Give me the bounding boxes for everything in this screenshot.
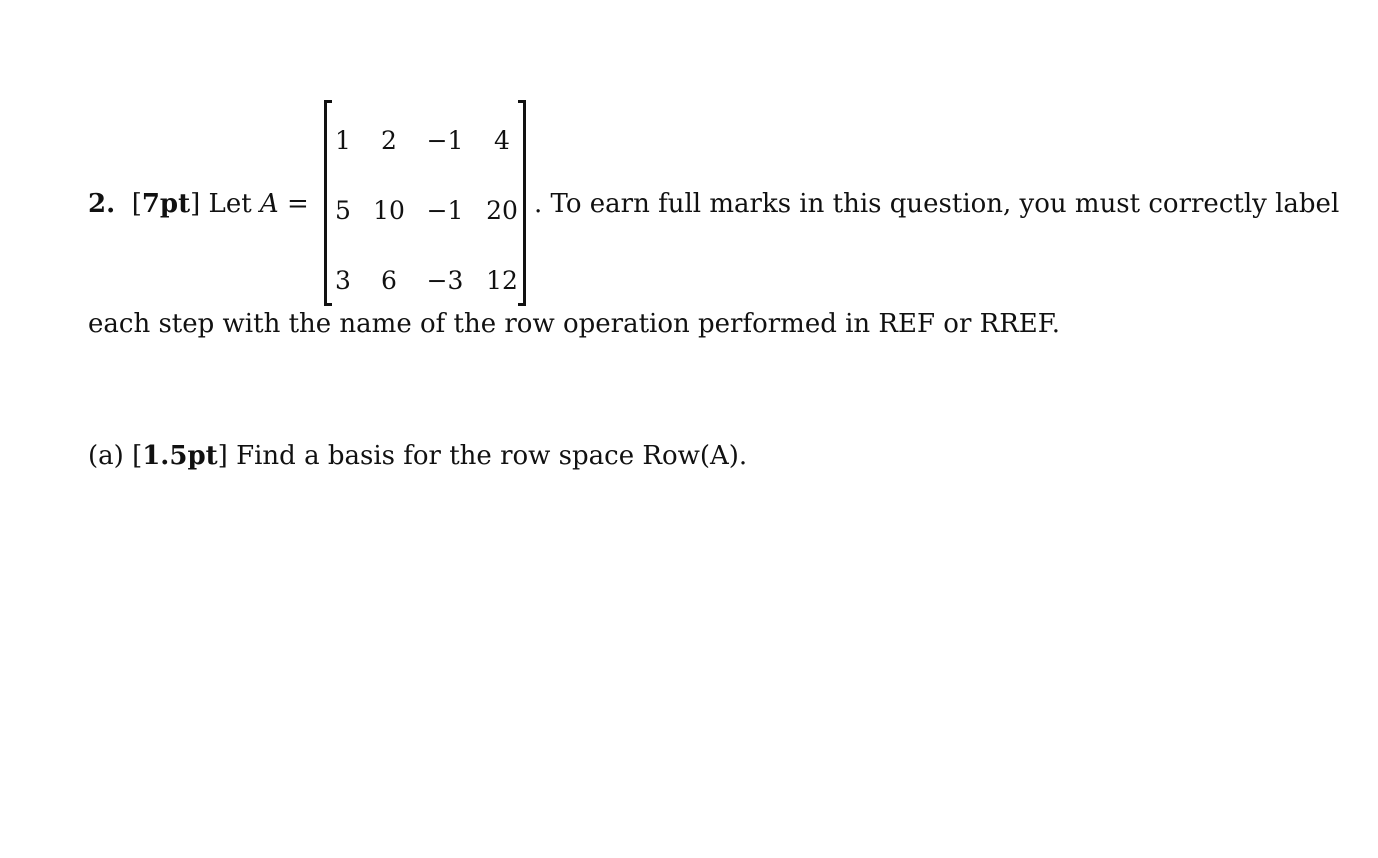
matrix-cell-r1c1: 1 [335, 126, 351, 155]
let-text: Let [208, 189, 252, 219]
part-a-text: Find a basis for the row space Row(A). [236, 441, 748, 471]
matrix-cell-r3c4: 12 [486, 266, 518, 295]
part-a [88, 440, 747, 472]
matrix-cell-r3c3: −3 [426, 266, 464, 295]
matrix-cell-r2c3: −1 [426, 196, 464, 225]
question-points: 7pt [141, 189, 191, 219]
equals-sign: = [286, 189, 309, 219]
part-a-points-open: [ [132, 441, 143, 471]
matrix-cell-r2c1: 5 [335, 196, 351, 225]
matrix-cell-r3c1: 3 [335, 266, 351, 295]
matrix-cell-r3c2: 6 [381, 266, 397, 295]
matrix-cell-r2c4: 20 [486, 196, 518, 225]
part-a-points: 1.5pt [142, 441, 218, 471]
matrix-variable: A [259, 189, 279, 219]
question-instruction-continued: each step with the name of the row operation performed in REF or RREF. [88, 309, 1061, 339]
points-close-bracket: ] [190, 189, 201, 219]
matrix-cell-r1c2: 2 [381, 126, 397, 155]
matrix-a [324, 100, 526, 308]
matrix-cell-r1c3: −1 [426, 126, 464, 155]
part-a-label: (a) [88, 441, 124, 471]
matrix-cell-r2c2: 10 [373, 196, 405, 225]
question-intro [88, 188, 309, 220]
points-open-bracket: [ [131, 189, 142, 219]
part-a-points-close: ] [217, 441, 228, 471]
question-instruction: . To earn full marks in this question, you must correctly label [534, 189, 1340, 219]
question-number: 2. [88, 189, 116, 219]
matrix-cell-r1c4: 4 [494, 126, 510, 155]
